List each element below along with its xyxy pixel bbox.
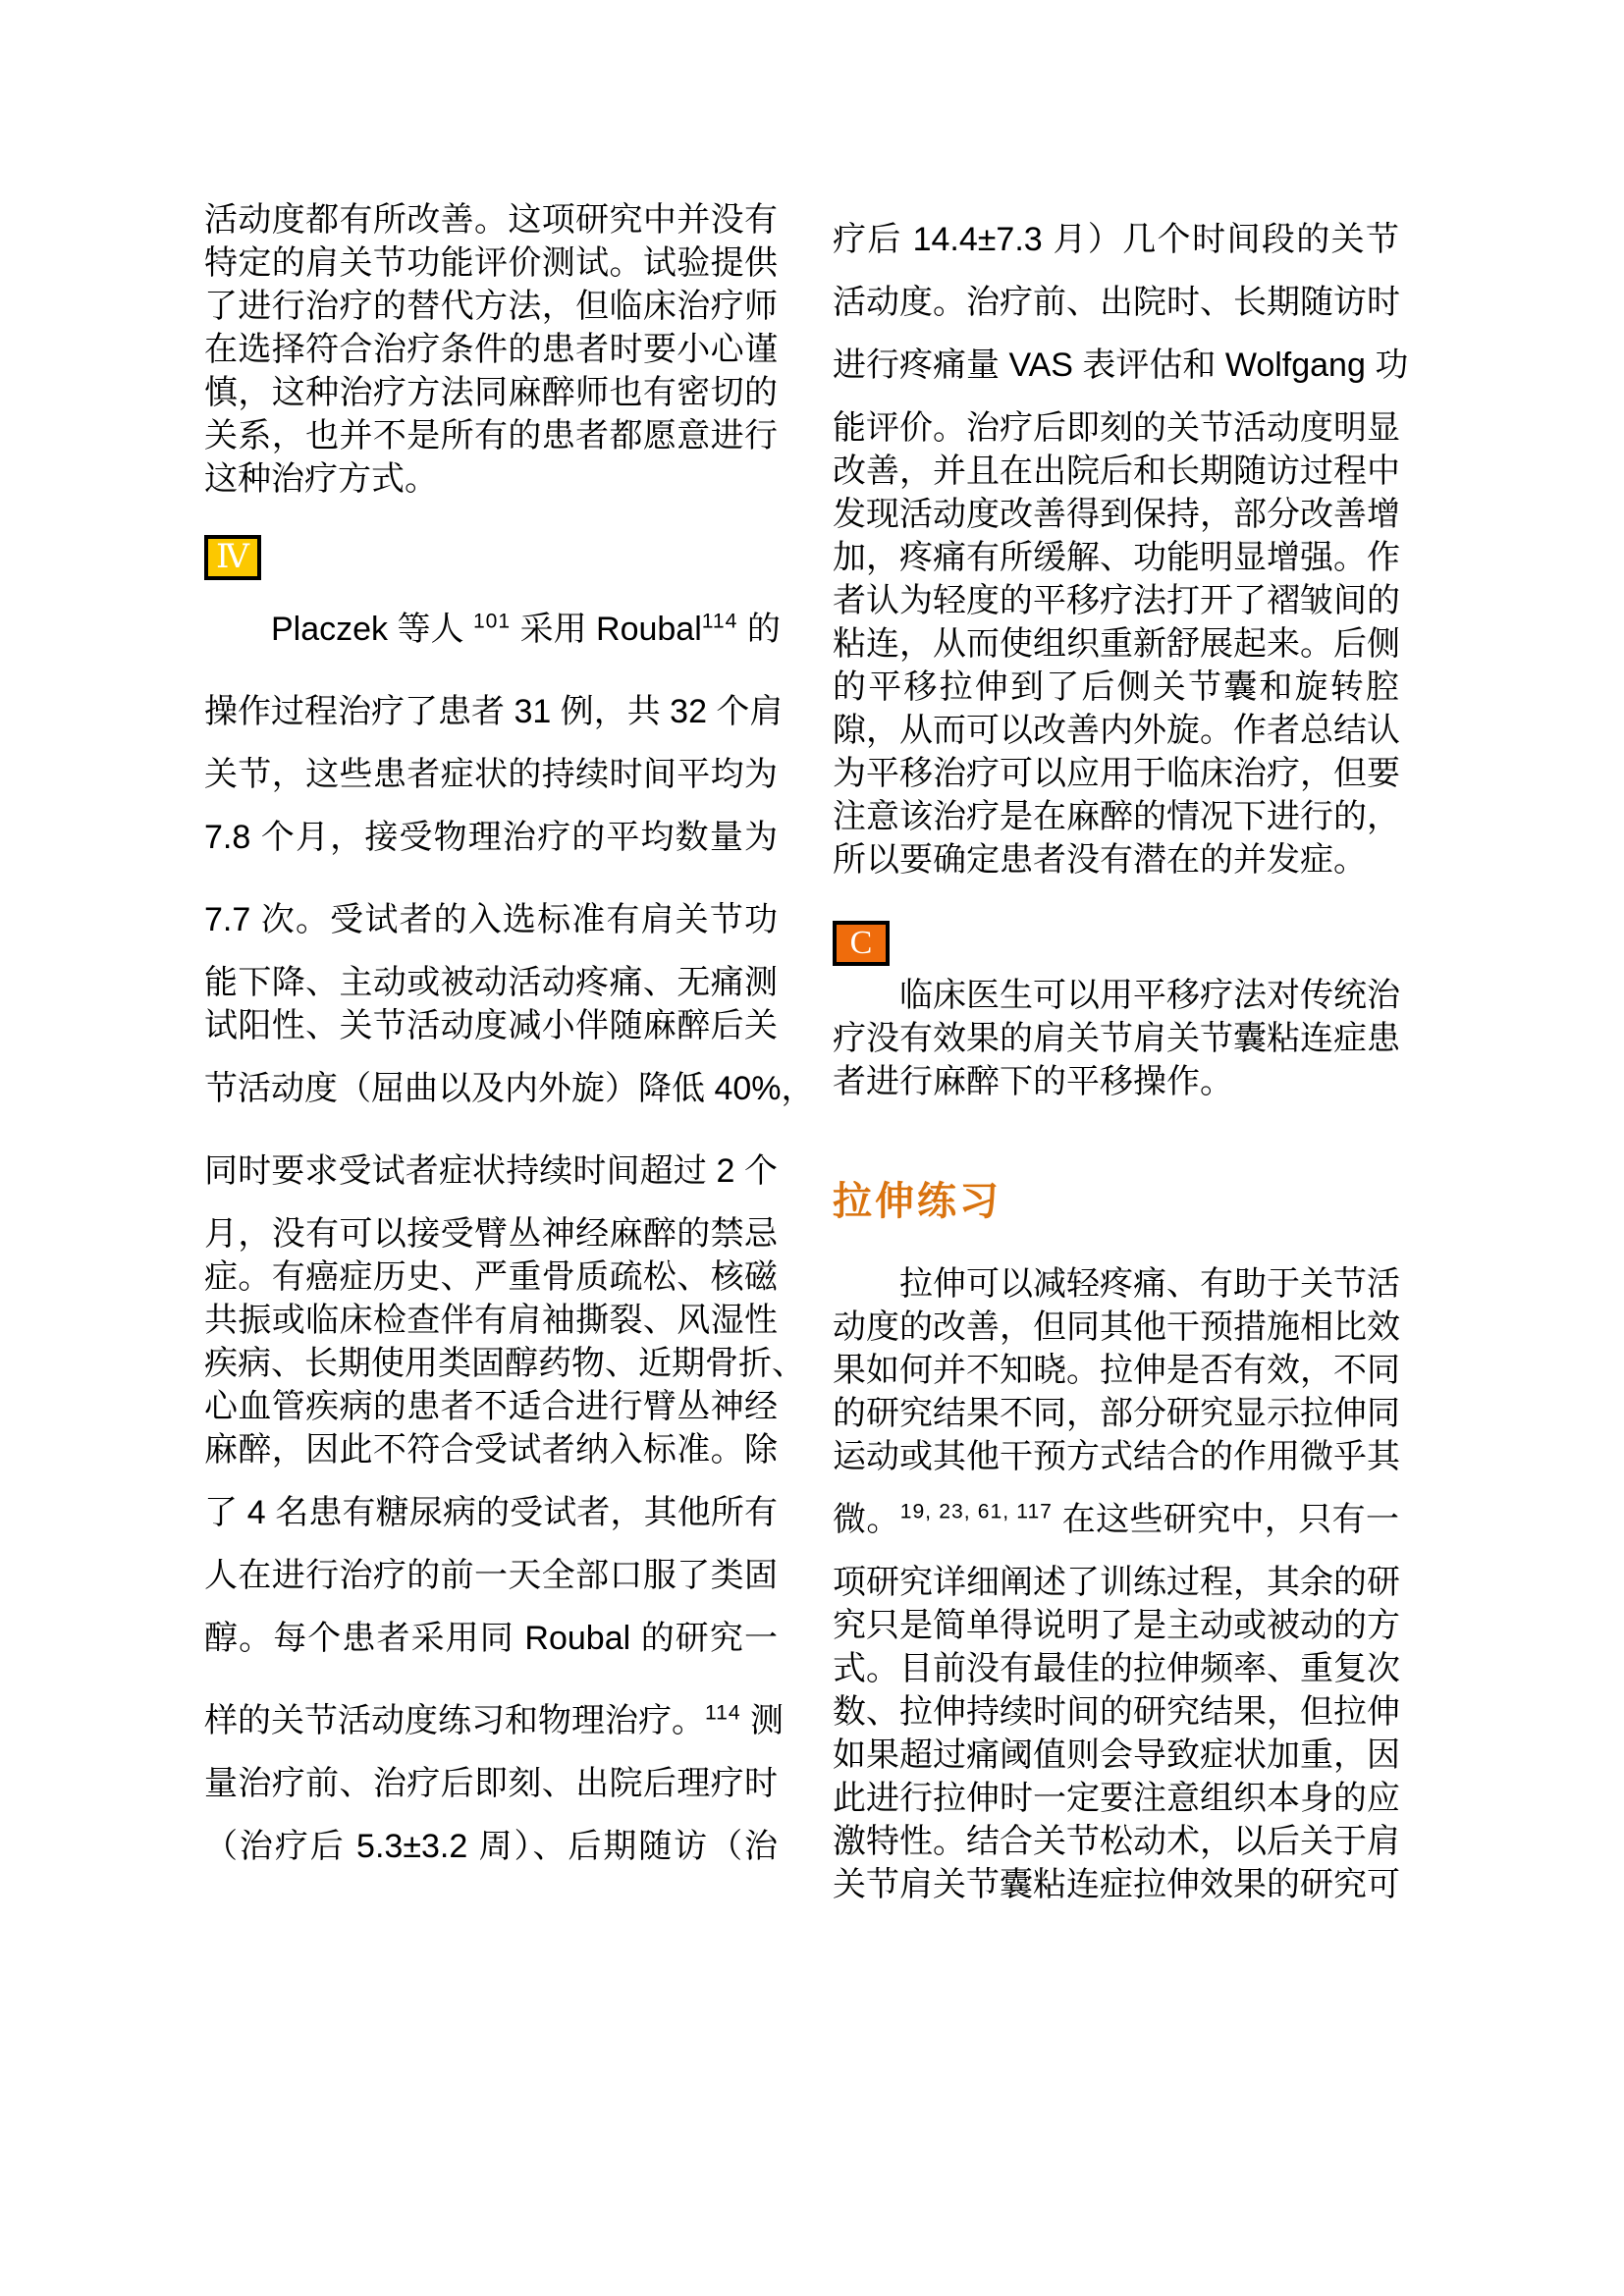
text-line: 人在进行治疗的前一天全部口服了类固 xyxy=(204,1557,778,1594)
text-line: 隙，从而可以改善内外旋。作者总结认 xyxy=(833,712,1400,749)
text-line: 疗没有效果的肩关节肩关节囊粘连症患 xyxy=(833,1020,1400,1057)
text-line: 同时要求受试者症状持续时间超过 2 个 xyxy=(204,1152,778,1190)
text-line: 共振或临床检查伴有肩袖撕裂、风湿性 xyxy=(204,1302,778,1339)
text-line: 微。$^{19, 23, 61, 117}$ 在这些研究中，只有一 xyxy=(833,1500,1399,1538)
text-line: 能评价。治疗后即刻的关节活动度明显 xyxy=(833,409,1400,447)
evidence-level-badge-label: Ⅳ xyxy=(216,539,249,575)
text-line: Placzek 等人 $^{101}$ 采用 Roubal$^{114}$ 的 xyxy=(204,610,781,648)
text-line: 拉伸可以减轻疼痛、有助于关节活 xyxy=(833,1265,1400,1303)
text-line: （治疗后 5.3±3.2 周）、后期随访（治 xyxy=(204,1828,778,1865)
text-line: 心血管疾病的患者不适合进行臂丛神经 xyxy=(204,1388,778,1425)
text-line: 项研究详细阐述了训练过程，其余的研 xyxy=(833,1564,1400,1601)
text-line: 能下降、主动或被动活动疼痛、无痛测 xyxy=(204,964,778,1001)
text-line: 的平移拉伸到了后侧关节囊和旋转腔 xyxy=(833,668,1399,706)
text-line: 活动度。治疗前、出院时、长期随访时 xyxy=(833,284,1400,321)
text-line: 改善，并且在出院后和长期随访过程中 xyxy=(833,453,1400,490)
text-line: 者认为轻度的平移疗法打开了褶皱间的 xyxy=(833,582,1400,619)
text-line: 关节，这些患者症状的持续时间平均为 xyxy=(204,756,778,793)
text-line: 运动或其他干预方式结合的作用微乎其 xyxy=(833,1438,1400,1475)
text-line: 式。目前没有最佳的拉伸频率、重复次 xyxy=(833,1650,1400,1687)
text-line: 临床医生可以用平移疗法对传统治 xyxy=(833,977,1400,1014)
text-line: 进行疼痛量 VAS 表评估和 Wolfgang 功 xyxy=(833,347,1409,384)
recommendation-grade-badge-label: C xyxy=(849,925,873,961)
text-line: 究只是简单得说明了是主动或被动的方 xyxy=(833,1607,1400,1644)
text-line: 的研究结果不同，部分研究显示拉伸同 xyxy=(833,1395,1400,1432)
text-line: 这种治疗方式。 xyxy=(204,460,438,498)
text-line: 疗后 14.4±7.3 月）几个时间段的关节 xyxy=(833,221,1399,258)
right-column xyxy=(833,198,1409,1906)
text-line: 节活动度（屈曲以及内外旋）降低 40%， xyxy=(204,1070,815,1107)
text-line: 7.7 次。受试者的入选标准有肩关节功 xyxy=(204,901,778,938)
text-line: 粘连，从而使组织重新舒展起来。后侧 xyxy=(833,625,1400,663)
text-line: 疾病、长期使用类固醇药物、近期骨折、 xyxy=(204,1345,805,1382)
recommendation-grade-badge-c xyxy=(833,921,890,966)
text-line: 注意该治疗是在麻醉的情况下进行的， xyxy=(833,798,1400,835)
text-line: 量治疗前、治疗后即刻、出院后理疗时 xyxy=(204,1765,778,1802)
text-line: 操作过程治疗了患者 31 例，共 32 个肩 xyxy=(204,693,784,730)
reference-superscript: 19, 23, 61, 117 xyxy=(899,1500,1053,1523)
evidence-level-badge-iv xyxy=(204,535,261,580)
text-line: 加，疼痛有所缓解、功能明显增强。作 xyxy=(833,539,1400,576)
text-line: 麻醉，因此不符合受试者纳入标准。除 xyxy=(204,1431,778,1468)
text-line: 醇。每个患者采用同 Roubal 的研究一 xyxy=(204,1620,778,1657)
section-heading: 拉伸练习 xyxy=(833,1180,1001,1223)
text-line: 症。有癌症历史、严重骨质疏松、核磁 xyxy=(204,1258,778,1296)
text-line: 动度的改善，但同其他干预措施相比效 xyxy=(833,1308,1400,1346)
reference-superscript: 101 xyxy=(472,610,512,633)
text-line: 了 4 名患有糖尿病的受试者，其他所有 xyxy=(204,1494,778,1531)
text-line: 7.8 个月，接受物理治疗的平均数量为 xyxy=(204,819,778,856)
reference-superscript: 114 xyxy=(701,610,738,633)
text-line: 关系，也并不是所有的患者都愿意进行 xyxy=(204,417,778,454)
text-line: 果如何并不知晓。拉伸是否有效，不同 xyxy=(833,1352,1400,1389)
text-line: 关节肩关节囊粘连症拉伸效果的研究可 xyxy=(833,1866,1400,1903)
text-line: 者进行麻醉下的平移操作。 xyxy=(833,1063,1233,1100)
text-line: 样的关节活动度练习和物理治疗。$^{114}$ 测 xyxy=(204,1701,785,1739)
text-line: 月，没有可以接受臂丛神经麻醉的禁忌 xyxy=(204,1215,778,1253)
text-line: 数、拉伸持续时间的研究结果，但拉伸 xyxy=(833,1693,1400,1731)
text-line: 在选择符合治疗条件的患者时要小心谨 xyxy=(204,331,778,368)
text-line: 为平移治疗可以应用于临床治疗，但要 xyxy=(833,755,1400,792)
paragraph xyxy=(833,198,1409,881)
text-line: 活动度都有所改善。这项研究中并没有 xyxy=(204,201,778,239)
text-line: 发现活动度改善得到保持，部分改善增 xyxy=(833,496,1400,533)
text-line: 慎，这种治疗方法同麻醉师也有密切的 xyxy=(204,374,778,411)
text-line: 特定的肩关节功能评价测试。试验提供 xyxy=(204,244,778,282)
text-line: 所以要确定患者没有潜在的并发症。 xyxy=(833,841,1367,879)
paragraph xyxy=(833,1262,1399,1906)
reference-superscript: 114 xyxy=(705,1701,741,1725)
text-line: 激特性。结合关节松动术，以后关于肩 xyxy=(833,1823,1400,1860)
paragraph xyxy=(833,974,1399,1103)
text-line: 试阳性、关节活动度减小伴随麻醉后关 xyxy=(204,1007,778,1044)
left-column xyxy=(204,198,815,1888)
paragraph xyxy=(204,588,815,1888)
text-line: 了进行治疗的替代方法，但临床治疗师 xyxy=(204,288,778,325)
text-line: 如果超过痛阈值则会导致症状加重，因 xyxy=(833,1736,1400,1774)
text-line: 此进行拉伸时一定要注意组织本身的应 xyxy=(833,1780,1400,1817)
paragraph xyxy=(204,198,778,501)
